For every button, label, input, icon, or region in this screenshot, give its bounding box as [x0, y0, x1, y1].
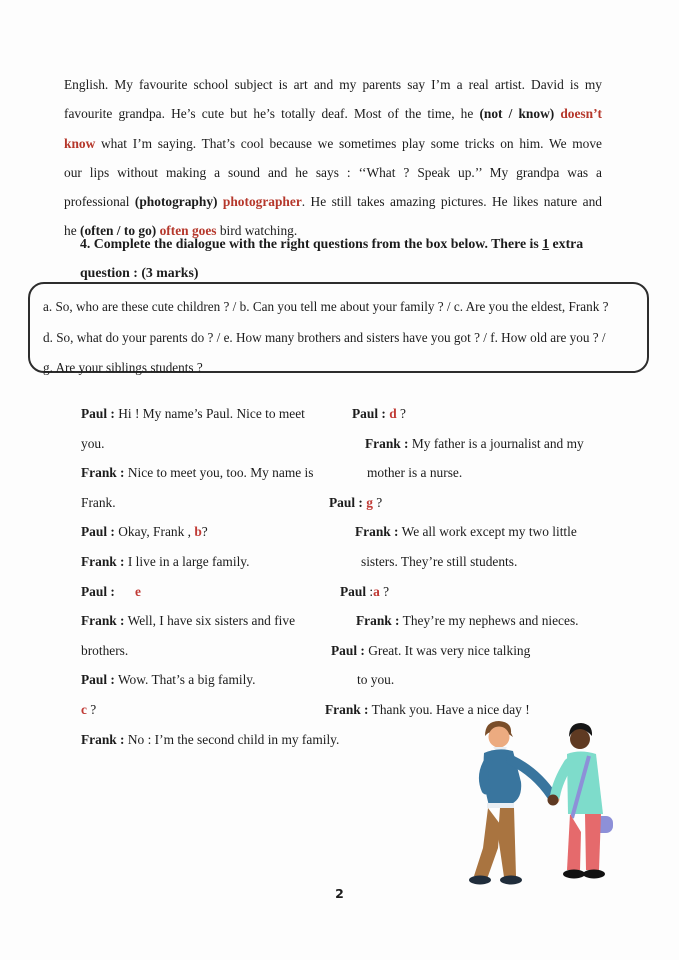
text-line	[325, 606, 655, 636]
text-line	[325, 429, 655, 459]
text-line	[43, 353, 635, 384]
text-segment: g	[366, 494, 373, 510]
text-line	[64, 99, 602, 128]
text-segment	[115, 584, 135, 599]
text-segment: Paul	[340, 583, 370, 599]
text-segment: Paul :	[331, 642, 365, 658]
task-instruction	[80, 230, 604, 287]
text-segment: Frank.	[81, 494, 116, 510]
text-line	[325, 636, 655, 666]
two-men-handshake-icon	[428, 710, 640, 890]
text-segment: extra	[549, 236, 584, 251]
text-segment: Thank you. Have a nice day !	[368, 701, 530, 717]
text-line	[81, 725, 371, 755]
text-segment: Paul :	[81, 524, 115, 540]
text-segment: My father is a journalist and my	[408, 435, 584, 451]
text-segment: Paul :	[81, 406, 115, 421]
text-segment: Wow. That’s a big family.	[114, 672, 256, 688]
text-segment: question : (3 marks)	[80, 264, 199, 280]
text-segment: (photography)	[134, 194, 223, 210]
text-segment: often goes	[159, 223, 217, 239]
text-segment: you.	[81, 435, 105, 451]
text-segment: what I’m saying. That’s cool because we sometimes play some tricks on him. We move	[95, 135, 602, 151]
text-line	[325, 577, 655, 607]
text-line	[64, 187, 602, 216]
text-segment: :	[369, 583, 374, 599]
text-segment: he	[64, 223, 80, 239]
text-segment: Frank :	[355, 524, 399, 540]
text-segment: to you.	[357, 672, 395, 688]
text-line	[325, 399, 655, 429]
text-line	[64, 70, 602, 99]
text-segment: bird watching.	[216, 223, 298, 239]
text-segment: d	[389, 406, 397, 421]
text-segment: a	[373, 583, 380, 599]
text-segment: photographer	[222, 194, 302, 210]
text-segment: Paul :	[81, 672, 115, 688]
text-segment: ?	[379, 583, 390, 599]
left-man-figure	[469, 721, 560, 885]
question-box	[28, 282, 649, 373]
page-number: 2	[335, 886, 344, 901]
text-segment: Frank :	[365, 435, 409, 451]
text-segment: Frank :	[81, 731, 125, 747]
text-segment: Great. It was very nice talking	[364, 642, 531, 658]
text-segment: 4. Complete the dialogue with the right questions from the box below. There is	[80, 236, 543, 251]
text-line	[80, 230, 604, 259]
text-segment: English. My favourite school subject is art and my parents say I’m a real artist. David is my	[64, 77, 602, 92]
text-segment: our lips without making a sound and he says : ‘‘What ? Speak up.’’ My grandpa was a	[64, 164, 602, 180]
text-segment: I live in a large family.	[124, 553, 250, 569]
text-line	[325, 458, 655, 488]
text-segment: Frank :	[325, 701, 369, 717]
text-segment: Frank :	[81, 613, 125, 629]
text-segment: ?	[396, 406, 406, 421]
text-line	[64, 158, 602, 187]
text-segment: professional	[64, 194, 135, 210]
text-line	[325, 517, 655, 547]
text-line	[325, 488, 655, 518]
text-segment: doesn’t	[560, 106, 602, 122]
text-segment: sisters. They’re still students.	[361, 553, 518, 569]
text-segment: Paul :	[81, 583, 115, 599]
text-segment: ?	[86, 701, 97, 717]
text-segment: mother is a nurse.	[367, 465, 463, 481]
text-segment: b	[194, 524, 202, 540]
text-segment: (not / know)	[479, 106, 561, 122]
text-line	[325, 547, 655, 577]
text-line	[64, 129, 602, 158]
text-segment: Well, I have six sisters and five	[124, 613, 296, 629]
text-segment: know	[64, 135, 96, 151]
text-segment: Paul :	[352, 406, 390, 421]
right-man-figure	[548, 723, 614, 879]
text-segment: Paul :	[329, 494, 367, 510]
dialogue-column-right	[325, 399, 655, 725]
text-segment: We all work except my two little	[398, 524, 577, 540]
text-segment: g. Are your siblings students ?	[43, 360, 203, 375]
text-segment: brothers.	[81, 642, 129, 658]
text-line	[43, 292, 635, 323]
text-segment: They’re my nephews and nieces.	[399, 613, 579, 629]
text-segment: . He still takes amazing pictures. He likes nature and	[301, 194, 602, 210]
text-segment: e	[134, 583, 141, 599]
text-line	[325, 665, 655, 695]
text-segment: Frank :	[356, 613, 400, 629]
text-segment: No : I’m the second child in my family.	[124, 731, 340, 747]
text-segment: Frank :	[81, 553, 125, 569]
text-segment: d. So, what do your parents do ? / e. How many brothers and sisters have you got ? / f. How old are you ? /	[43, 329, 606, 345]
text-segment: ?	[201, 524, 208, 540]
text-segment: Nice to meet you, too. My name is	[124, 465, 314, 481]
text-segment: 1	[542, 236, 550, 251]
text-segment: Hi ! My name’s Paul. Nice to meet	[114, 406, 305, 421]
text-segment: a. So, who are these cute children ? / b. Can you tell me about your family ? / c. Are you the eldest, Frank ?	[43, 299, 609, 314]
text-line	[43, 323, 635, 354]
text-segment: ?	[372, 494, 383, 510]
reading-passage	[64, 70, 602, 246]
handshake-illustration	[428, 710, 640, 890]
text-segment: Okay, Frank ,	[114, 524, 195, 540]
text-segment: Frank :	[81, 465, 125, 481]
text-segment: c	[81, 701, 87, 717]
text-segment: (often / to go)	[80, 223, 160, 239]
text-segment: favourite grandpa. He’s cute but he’s totally deaf. Most of the time, he	[64, 106, 480, 122]
